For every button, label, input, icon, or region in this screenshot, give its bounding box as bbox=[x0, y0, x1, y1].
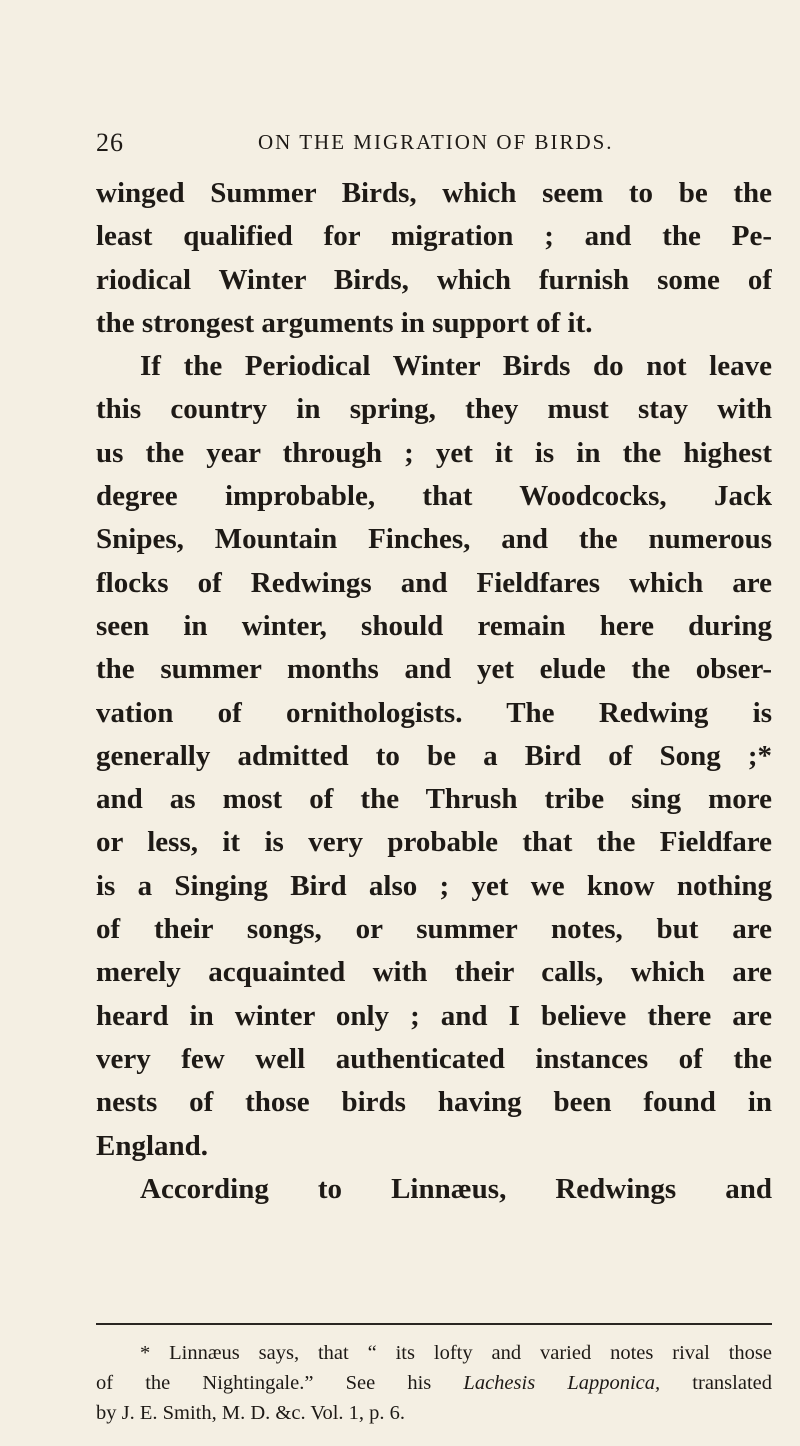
text-line: winged Summer Birds, which seem to be the bbox=[96, 177, 772, 209]
footnote-text: translated bbox=[660, 1372, 772, 1394]
text-line: merely acquainted with their calls, which are bbox=[96, 956, 772, 989]
book-title: Lachesis Lapponica, bbox=[463, 1372, 661, 1394]
body-text bbox=[96, 172, 772, 1211]
text-line: us the year through ; yet it is in the highest bbox=[96, 436, 772, 469]
text-line: very few well authenticated instances of the bbox=[96, 1042, 772, 1075]
footnote-text: of the Nightingale.” See his bbox=[96, 1372, 464, 1394]
text-line: this country in spring, they must stay with bbox=[96, 393, 772, 426]
text-line: flocks of Redwings and Fieldfares which are bbox=[96, 566, 772, 599]
text-line: or less, it is very probable that the Fieldfare bbox=[96, 826, 772, 859]
text-line: If the Periodical Winter Birds do not leave bbox=[140, 350, 772, 383]
text-line: Snipes, Mountain Finches, and the numerous bbox=[96, 523, 772, 556]
text-line: heard in winter only ; and I believe there are bbox=[96, 999, 772, 1032]
text-line: England. bbox=[96, 1129, 209, 1162]
footnote-line bbox=[96, 1368, 772, 1398]
text-line: the summer months and yet elude the obser- bbox=[96, 653, 772, 686]
text-line: riodical Winter Birds, which furnish some of bbox=[96, 263, 772, 296]
running-header bbox=[0, 128, 800, 158]
page-number: 26 bbox=[96, 128, 124, 157]
text-line: seen in winter, should remain here during bbox=[96, 609, 772, 642]
text-line: of their songs, or summer notes, but are bbox=[96, 913, 772, 946]
footnote bbox=[96, 1338, 772, 1428]
text-line: and as most of the Thrush tribe sing more bbox=[96, 783, 772, 816]
text-line: vation of ornithologists. The Redwing is bbox=[96, 696, 772, 729]
text-line: nests of those birds having been found in bbox=[96, 1086, 772, 1119]
running-title: ON THE MIGRATION OF BIRDS. bbox=[258, 130, 614, 154]
text-line: degree improbable, that Woodcocks, Jack bbox=[96, 480, 772, 513]
text-line: the strongest arguments in support of it. bbox=[96, 306, 593, 339]
footnote-line: by J. E. Smith, M. D. &c. Vol. 1, p. 6. bbox=[96, 1402, 406, 1424]
footnote-line: * Linnæus says, that “ its lofty and varied notes rival those bbox=[140, 1342, 772, 1364]
text-line: generally admitted to be a Bird of Song ;* bbox=[96, 739, 772, 772]
text-line: According to Linnæus, Redwings and bbox=[140, 1172, 772, 1205]
footnote-rule bbox=[96, 1323, 772, 1325]
text-line: least qualified for migration ; and the Pe- bbox=[96, 220, 772, 253]
text-line: is a Singing Bird also ; yet we know nothing bbox=[96, 869, 772, 902]
